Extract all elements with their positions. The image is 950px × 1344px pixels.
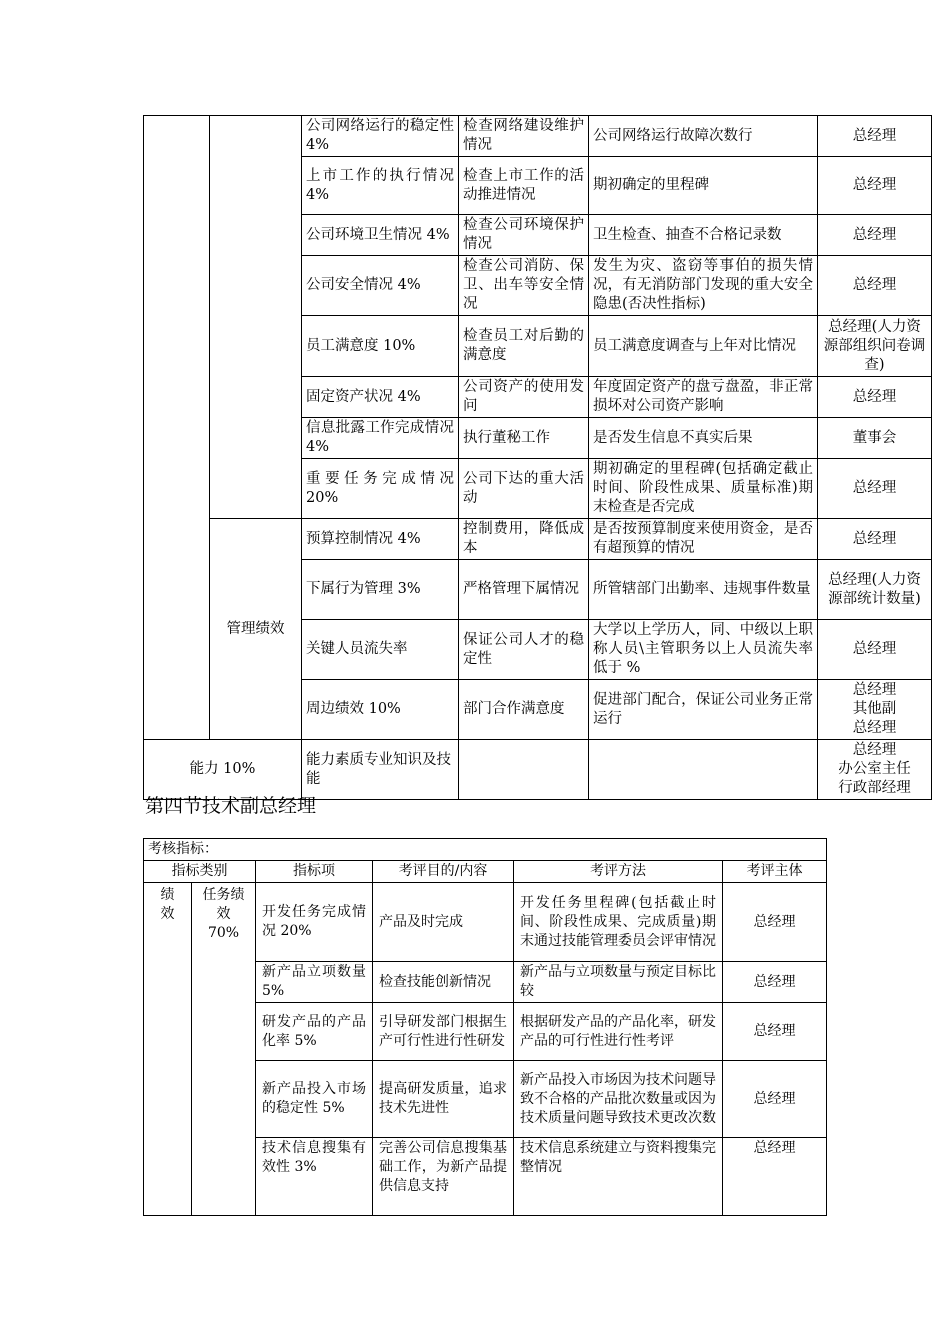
- indicator-method: 根据研发产品的产品化率，研发产品的可行性进行性考评: [514, 1003, 723, 1061]
- indicator-method: 发生为灾、盗窃等事伯的损失情况，有无消防部门发现的重大安全隐患(否决性指标): [589, 256, 818, 316]
- category-ability: 能力 10%: [144, 740, 302, 800]
- indicator-purpose: 保证公司人才的稳定性: [459, 620, 589, 680]
- indicator-item: 预算控制情况 4%: [302, 519, 459, 560]
- indicator-method: 促进部门配合，保证公司业务正常运行: [589, 680, 818, 740]
- table-row: [144, 740, 932, 800]
- indicator-method: 期初确定的里程碑(包括确定截止时间、阶段性成果、质量标准)期末检查是否完成: [589, 459, 818, 519]
- indicator-purpose: 公司下达的重大活动: [459, 459, 589, 519]
- indicator-purpose: 引导研发部门根据生产可行性进行性研发: [373, 1003, 514, 1061]
- table-header-row: [144, 861, 827, 883]
- indicator-method: 期初确定的里程碑: [589, 157, 818, 215]
- indicator-purpose: 公司资产的使用发问: [459, 377, 589, 418]
- indicator-subject: 总经理: [818, 620, 932, 680]
- indicator-subject: 总经理: [818, 215, 932, 256]
- indicator-purpose: 检查公司环境保护情况: [459, 215, 589, 256]
- subcategory-cell: [210, 116, 302, 519]
- indicator-subject: 总经理: [818, 519, 932, 560]
- indicator-subject: 总经理: [723, 1003, 827, 1061]
- indicator-item: 公司安全情况 4%: [302, 256, 459, 316]
- indicator-method: 卫生检查、抽查不合格记录数: [589, 215, 818, 256]
- indicator-item: 关键人员流失率: [302, 620, 459, 680]
- assessment-table-continued: [143, 115, 932, 800]
- indicator-purpose: 产品及时完成: [373, 883, 514, 962]
- table-row: [144, 519, 932, 560]
- indicator-subject: 总经理: [818, 256, 932, 316]
- category-sub: 任务绩效 70%: [192, 883, 256, 1216]
- technical-vp-assessment-table: [143, 838, 827, 1216]
- indicator-purpose: [459, 740, 589, 800]
- section-title: 第四节技术副总经理: [145, 795, 317, 817]
- indicator-item: 公司环境卫生情况 4%: [302, 215, 459, 256]
- indicator-method: 新产品与立项数量与预定目标比较: [514, 962, 723, 1003]
- indicator-subject: 总经理(人力资源部统计数量): [818, 560, 932, 620]
- header-purpose: 考评目的/内容: [373, 861, 514, 883]
- indicator-method: 是否按预算制度来使用资金，是否有超预算的情况: [589, 519, 818, 560]
- header-subject: 考评主体: [723, 861, 827, 883]
- indicator-method: 年度固定资产的盘亏盘盈，非正常损坏对公司资产影响: [589, 377, 818, 418]
- indicator-item: 新产品立项数量 5%: [256, 962, 373, 1003]
- indicator-purpose: 提高研发质量，追求技术先进性: [373, 1061, 514, 1138]
- header-method: 考评方法: [514, 861, 723, 883]
- indicator-item: 周边绩效 10%: [302, 680, 459, 740]
- indicator-subject: 总经理: [723, 1061, 827, 1138]
- indicator-item: 技术信息搜集有效性 3%: [256, 1138, 373, 1216]
- indicator-purpose: 检查上市工作的活动推进情况: [459, 157, 589, 215]
- table-row: [144, 883, 827, 962]
- indicator-item: 员工满意度 10%: [302, 316, 459, 377]
- indicator-purpose: 部门合作满意度: [459, 680, 589, 740]
- subcategory-manage-performance: 管理绩效: [210, 519, 302, 740]
- indicator-subject: 总经理 办公室主任 行政部经理: [818, 740, 932, 800]
- indicator-subject: 董事会: [818, 418, 932, 459]
- indicator-subject: 总经理(人力资源部组织问卷调查): [818, 316, 932, 377]
- indicator-item: 开发任务完成情况 20%: [256, 883, 373, 962]
- table-row: [144, 116, 932, 157]
- indicator-item: 固定资产状况 4%: [302, 377, 459, 418]
- indicator-purpose: 控制费用，降低成本: [459, 519, 589, 560]
- header-item: 指标项: [256, 861, 373, 883]
- indicator-method: 员工满意度调查与上年对比情况: [589, 316, 818, 377]
- indicator-item: 信息批露工作完成情况 4%: [302, 418, 459, 459]
- indicator-method: 技术信息系统建立与资料搜集完整情况: [514, 1138, 723, 1216]
- indicator-method: 新产品投入市场因为技术问题导致不合格的产品批次数量或因为技术质量问题导致技术更改次数: [514, 1061, 723, 1138]
- table-caption: 考核指标：: [144, 839, 827, 861]
- indicator-method: 是否发生信息不真实后果: [589, 418, 818, 459]
- indicator-item: 新产品投入市场的稳定性 5%: [256, 1061, 373, 1138]
- indicator-subject: 总经理: [818, 116, 932, 157]
- indicator-subject: 总经理: [723, 883, 827, 962]
- indicator-subject: 总经理: [723, 962, 827, 1003]
- indicator-purpose: 检查技能创新情况: [373, 962, 514, 1003]
- indicator-item: 重要任务完成情况 20%: [302, 459, 459, 519]
- indicator-purpose: 完善公司信息搜集基础工作，为新产品提供信息支持: [373, 1138, 514, 1216]
- indicator-subject: 总经理: [818, 459, 932, 519]
- indicator-item: 上市工作的执行情况 4%: [302, 157, 459, 215]
- indicator-subject: 总经理: [723, 1138, 827, 1216]
- indicator-method: [589, 740, 818, 800]
- category-main: 绩效: [144, 883, 192, 1216]
- indicator-purpose: 检查网络建设维护情况: [459, 116, 589, 157]
- indicator-item: 研发产品的产品化率 5%: [256, 1003, 373, 1061]
- indicator-subject: 总经理: [818, 377, 932, 418]
- indicator-purpose: 检查公司消防、保卫、出车等安全情况: [459, 256, 589, 316]
- indicator-item: 下属行为管理 3%: [302, 560, 459, 620]
- indicator-method: 公司网络运行故障次数行: [589, 116, 818, 157]
- category-cell: [144, 116, 210, 740]
- indicator-method: 开发任务里程碑(包括截止时间、阶段性成果、完成质量)期末通过技能管理委员会评审情况: [514, 883, 723, 962]
- indicator-subject: 总经理 其他副 总经理: [818, 680, 932, 740]
- indicator-method: 所管辖部门出勤率、违规事件数量: [589, 560, 818, 620]
- indicator-item: 公司网络运行的稳定性 4%: [302, 116, 459, 157]
- indicator-purpose: 检查员工对后勤的满意度: [459, 316, 589, 377]
- indicator-item: 能力素质专业知识及技能: [302, 740, 459, 800]
- indicator-subject: 总经理: [818, 157, 932, 215]
- indicator-purpose: 执行董秘工作: [459, 418, 589, 459]
- indicator-purpose: 严格管理下属情况: [459, 560, 589, 620]
- header-category: 指标类别: [144, 861, 256, 883]
- indicator-method: 大学以上学历人，同、中级以上职称人员\主管职务以上人员流失率低于 %: [589, 620, 818, 680]
- table-caption-row: [144, 839, 827, 861]
